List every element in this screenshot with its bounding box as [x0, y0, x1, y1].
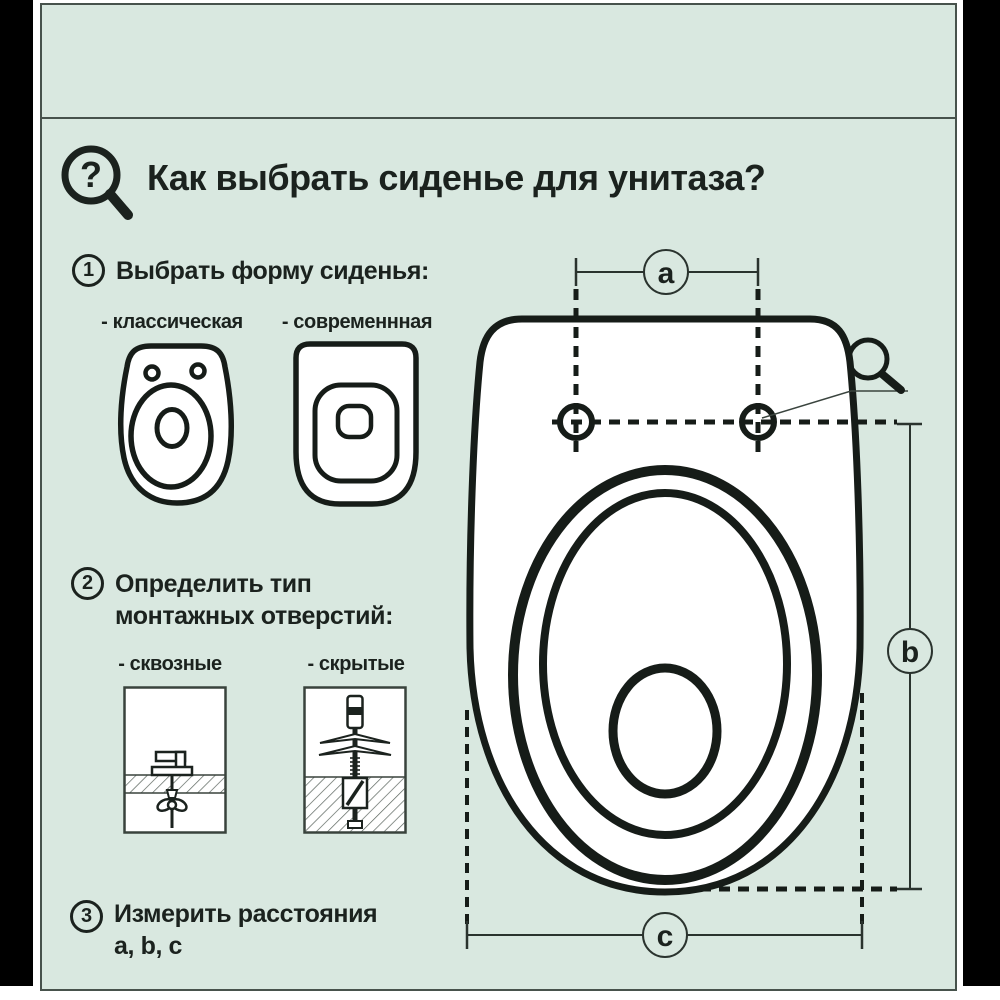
through-bolt-base — [152, 767, 192, 775]
pillarbox-left — [0, 0, 33, 986]
classic-seat-outline — [121, 346, 232, 503]
classic-seat-hole-right — [192, 365, 205, 378]
hidden-mount-diagram — [303, 686, 407, 834]
dim-a-letter: a — [657, 257, 675, 290]
magnifier-handle — [110, 194, 128, 215]
step-3-number: 3 — [70, 900, 103, 933]
hidden-bolt-head-band — [348, 707, 363, 715]
mount-label-hidden: - скрытые — [307, 653, 405, 675]
page-title: Как выбрать сиденье для унитаза? — [147, 157, 766, 198]
seat-outline — [470, 319, 860, 892]
mount-label-through: - сквозные — [118, 653, 222, 675]
zoom-magnifier-handle — [882, 374, 901, 390]
question-magnifier-icon — [60, 144, 140, 230]
step-1-text: Выбрать форму сиденья: — [116, 257, 429, 285]
shape-label-modern: - современнная — [281, 311, 433, 333]
through-mount-diagram — [123, 686, 227, 834]
step-2-text-line1: Определить тип — [115, 570, 312, 598]
seat-dimension-diagram — [440, 235, 970, 980]
shape-label-classic: - классическая — [101, 311, 243, 333]
classic-seat-icon — [113, 340, 241, 508]
classic-seat-hole-left — [146, 367, 159, 380]
hidden-bolt-nut — [348, 821, 362, 828]
step-3-text-line1: Измерить расстояния — [114, 900, 378, 928]
header-panel — [40, 3, 957, 117]
step-2-number: 2 — [71, 567, 104, 600]
wingnut-hub — [168, 801, 176, 809]
wingnut-cone — [167, 790, 177, 798]
question-glyph: ? — [80, 154, 102, 195]
dim-c-letter: c — [656, 920, 674, 953]
step-3-text-line2: a, b, c — [114, 932, 183, 960]
step-2-text-line2: монтажных отверстий: — [115, 602, 394, 630]
modern-seat-icon — [292, 340, 420, 508]
dim-b-letter: b — [900, 636, 920, 669]
step-1-number: 1 — [72, 254, 105, 287]
